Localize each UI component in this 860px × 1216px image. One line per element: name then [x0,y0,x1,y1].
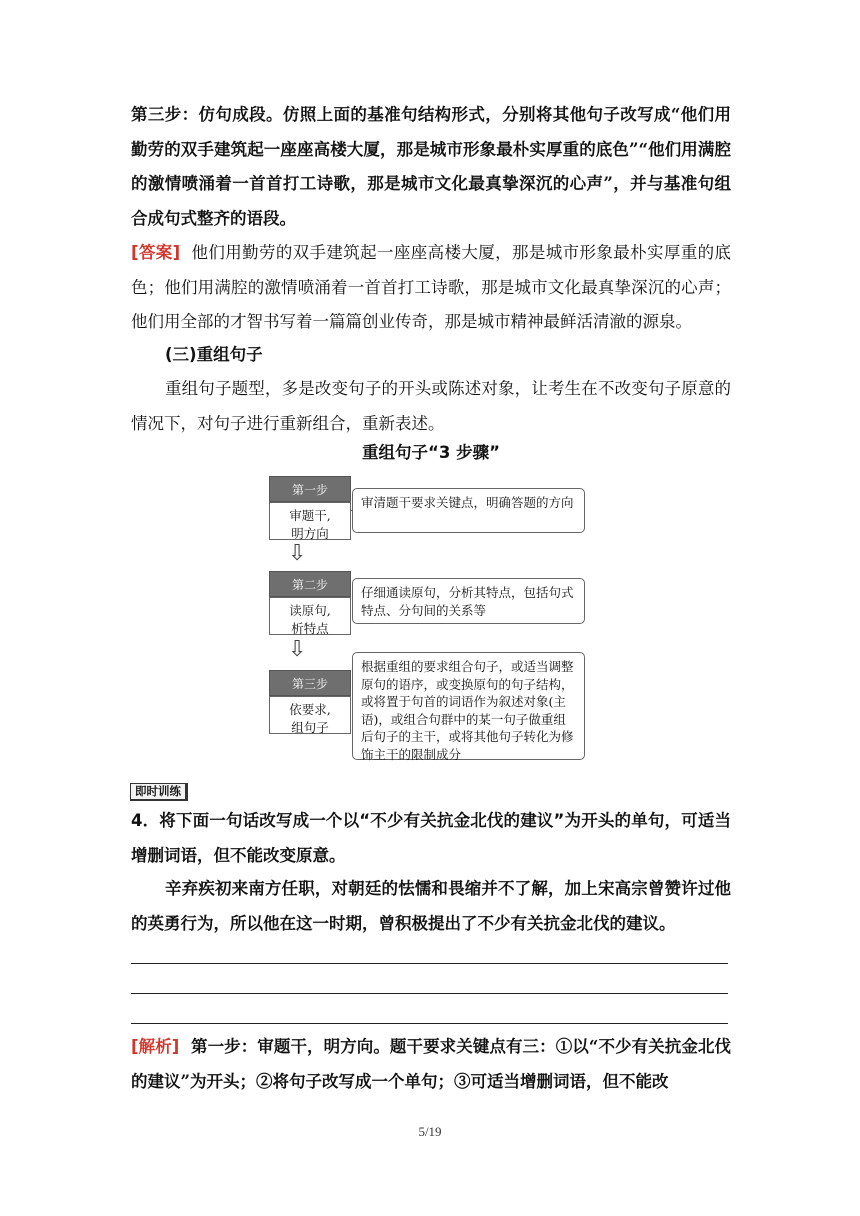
step-1-desc: 审清题干要求关键点，明确答题的方向 [352,488,585,533]
step-1-body-line2: 明方向 [291,526,329,541]
practice-badge: 即时训练 [130,783,188,801]
answer-block [131,236,731,340]
step-3-head: 第三步 [269,670,351,696]
page-number: 5/19 [418,1124,442,1139]
answer-text: 他们用勤劳的双手建筑起一座座高楼大厦，那是城市形象最朴实厚重的底色；他们用满腔的激情喷涌着一首首打工诗歌，那是城市文化最真挚深沉的心声；他们用全部的才智书写着一篇篇创业传奇，那是城市精神最鲜活清澈的源泉。 [131,243,731,331]
step-2-body-line2: 析特点 [291,621,329,636]
answer-line [131,993,728,994]
step-2-desc: 仔细通读原句，分析其特点，包括句式特点、分句间的关系等 [352,578,585,624]
analysis-text: 第一步：审题干，明方向。题干要求关键点有三：①以“不少有关抗金北伐的建议”为开头；②将句子改写成一个单句；③可适当增删词语，但不能改 [131,1037,731,1091]
step-3-body-line2: 组句子 [291,720,329,735]
step-3-desc: 根据重组的要求组合句子，或适当调整原句的语序，或变换原句的句子结构，或将置于句首的词语作为叙述对象(主语)，或组合句群中的某一句子做重组后句子的主干，或将其他句子转化为修饰主干的限制成分 [352,652,585,760]
step-2-head: 第二步 [269,571,351,597]
step-2-body-line1: 读原句, [289,603,331,618]
down-arrow-icon: ⇩ [288,637,307,662]
flow-title: 重组句子“3 步骤” [362,443,500,462]
answer-line [131,963,728,964]
step-1-body [269,502,351,540]
section-heading: (三)重组句子 [165,345,263,364]
step-3-body-line1: 依要求, [289,702,331,717]
analysis-block [131,1030,731,1099]
section-intro: 重组句子题型，多是改变句子的开头或陈述对象，让考生在不改变句子原意的情况下，对句子进行重新组合，重新表述。 [131,379,731,433]
step3-paragraph: 第三步：仿句成段。仿照上面的基准句结构形式，分别将其他句子改写成“他们用勤劳的双手建筑起一座座高楼大厦，那是城市形象最朴实厚重的底色”“他们用满腔的激情喷涌着一首首打工诗歌，那是城市文化最真挚深沉的心声”，并与基准句组合成句式整齐的语段。 [131,105,731,228]
question-source: 辛弃疾初来南方任职，对朝廷的怯懦和畏缩并不了解，加上宋高宗曾赞许过他的英勇行为，所以他在这一时期，曾积极提出了不少有关抗金北伐的建议。 [131,879,731,933]
analysis-tag: [解析] [131,1037,180,1056]
step-3-body [269,696,351,734]
question-text: 4．将下面一句话改写成一个以“不少有关抗金北伐的建议”为开头的单句，可适当增删词语，但不能改变原意。 [131,811,731,865]
step-2-body [269,597,351,635]
step-1-body-line1: 审题干, [289,508,331,523]
answer-tag: [答案] [131,243,181,262]
down-arrow-icon: ⇩ [288,541,307,566]
step-1-head: 第一步 [269,476,351,502]
answer-line [131,1023,728,1024]
